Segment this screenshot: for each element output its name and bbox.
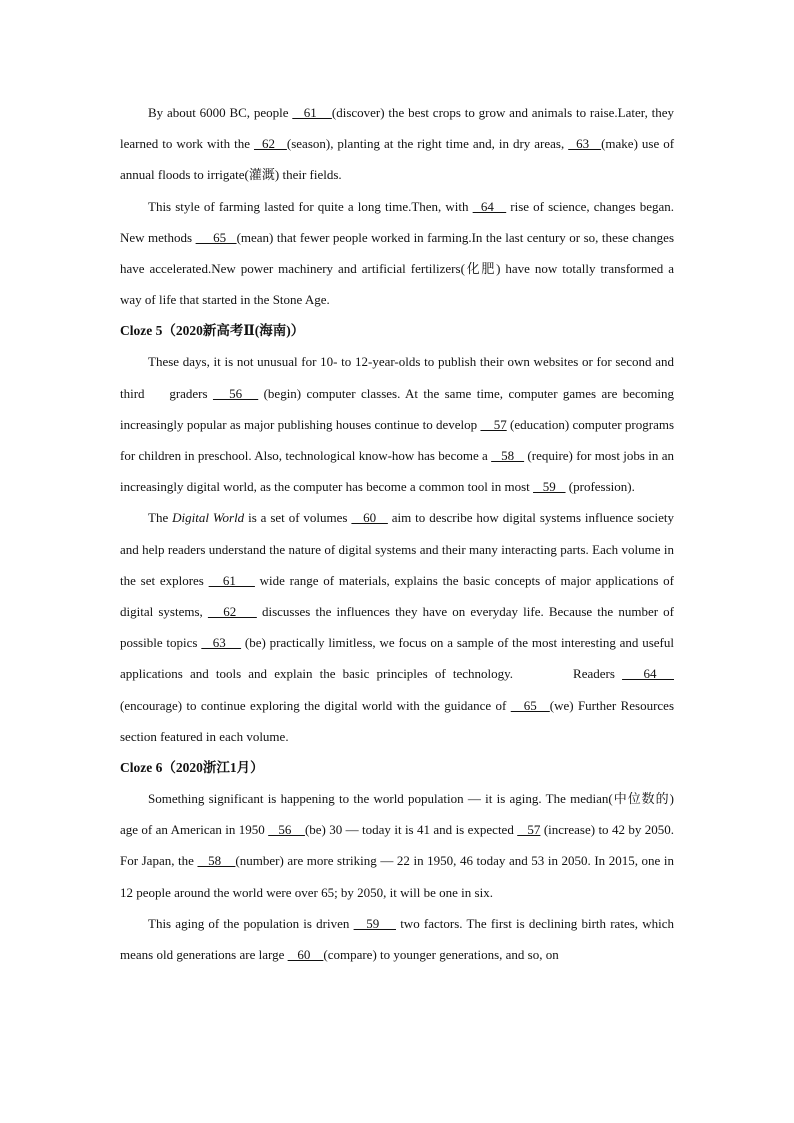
document-page [120,97,674,970]
blank-56: 56 [268,822,305,838]
text: is a set of volumes [244,510,352,526]
text: (compare) to younger generations, and so, on [323,947,559,963]
blank-63: 63 [201,635,242,651]
text: (encourage) to continue exploring the digital world with the guidance of [120,697,511,713]
text: Readers [573,666,623,682]
text: two factors. The first is declining birth rates, which means old generations are large [120,915,674,963]
text: By about 6000 BC, people [148,105,293,120]
text: (we) Further Resources section featured in each volume. [120,697,674,744]
text: (education) computer programs for children in preschool. Also, technological know-how has become a [120,416,675,464]
paragraph-farming-1 [120,97,674,191]
text: Something significant is happening to the world population — it is aging. The median(中位数的) age of an American in 1950 [120,791,674,838]
blank-65: 65 [510,697,550,713]
blank-65: 65 [195,229,237,245]
text: (be) practically limitless, we focus on a sample of the most interesting and useful applications and tools and explain the basic principles of technology. [120,635,674,682]
paragraph-farming-2 [120,191,674,316]
text: (profession). [565,479,635,495]
text: (mean) that fewer people worked in farming.In the last century or so, these changes have accelerated.New power machinery and artificial fertilizers(化肥) have now totally transformed a way of life that started in the Stone Age. [120,229,674,308]
blank-61: 61 [208,572,255,588]
cloze-5-heading: Cloze 5（2020新高考Ⅱ(海南)） [120,323,305,339]
text: (make) use of annual floods to irrigate(灌溉) their fields. [120,136,675,183]
paragraph-aging-2 [120,908,674,970]
book-title: Digital World [172,510,245,526]
text: These days, it is not unusual for 10- to 12-year-olds to publish their own websites or for second and third [120,354,674,401]
text: rise of science, changes began. New methods [120,198,674,245]
text: (number) are more striking — 22 in 1950, 46 today and 53 in 2050. In 2015, one in 12 people around the world were over 65; by 2050, it will be one in six. [120,853,674,900]
text: (require) for most jobs in an increasingly digital world, as the computer has become a common tool in most [120,448,674,495]
blank-58: 58 [197,853,236,869]
blank-57: 57 [480,416,507,432]
text: wide range of materials, explains the basic concepts of major applications of digital systems, [120,572,674,620]
paragraph-digital-2 [120,502,674,752]
blank-59: 59 [353,915,396,931]
blank-60: 60 [351,510,388,526]
blank-56: 56 [212,385,259,401]
text: aim to describe how digital systems influence society and help readers understand the nature of digital systems and their many interacting parts. Each volume in the set explores [120,510,674,588]
cloze-6-heading: Cloze 6（2020浙江1月） [120,760,264,776]
text: discusses the influences they have on everyday life. Because the number of possible topics [120,604,674,651]
text: The [148,510,173,526]
text: (begin) computer classes. At the same time, computer games are becoming increasingly popular as major publishing houses continue to develop [120,385,675,432]
blank-64: 64 [622,666,674,682]
blank-59: 59 [533,479,566,495]
blank-58: 58 [491,448,525,464]
text: This aging of the population is driven [148,915,354,931]
text: (be) 30 — today it is 41 and is expected [304,822,518,838]
paragraph-aging-1 [120,783,674,908]
blank-63: 63 [568,136,602,152]
text: This style of farming lasted for quite a long time.Then, with [148,198,473,214]
blank-62: 62 [253,136,287,152]
blank-62: 62 [207,604,257,620]
text: graders [163,385,213,401]
text: (discover) the best crops to grow and animals to raise.Later, they learned to work with the [120,105,675,152]
blank-61: 61 [292,105,332,120]
blank-64: 64 [472,198,507,214]
text: (increase) to 42 by 2050. For Japan, the [120,822,674,869]
text: (season), planting at the right time and, in dry areas, [286,136,569,152]
blank-60: 60 [287,947,324,963]
paragraph-digital-1 [120,346,674,502]
blank-57: 57 [517,822,541,838]
